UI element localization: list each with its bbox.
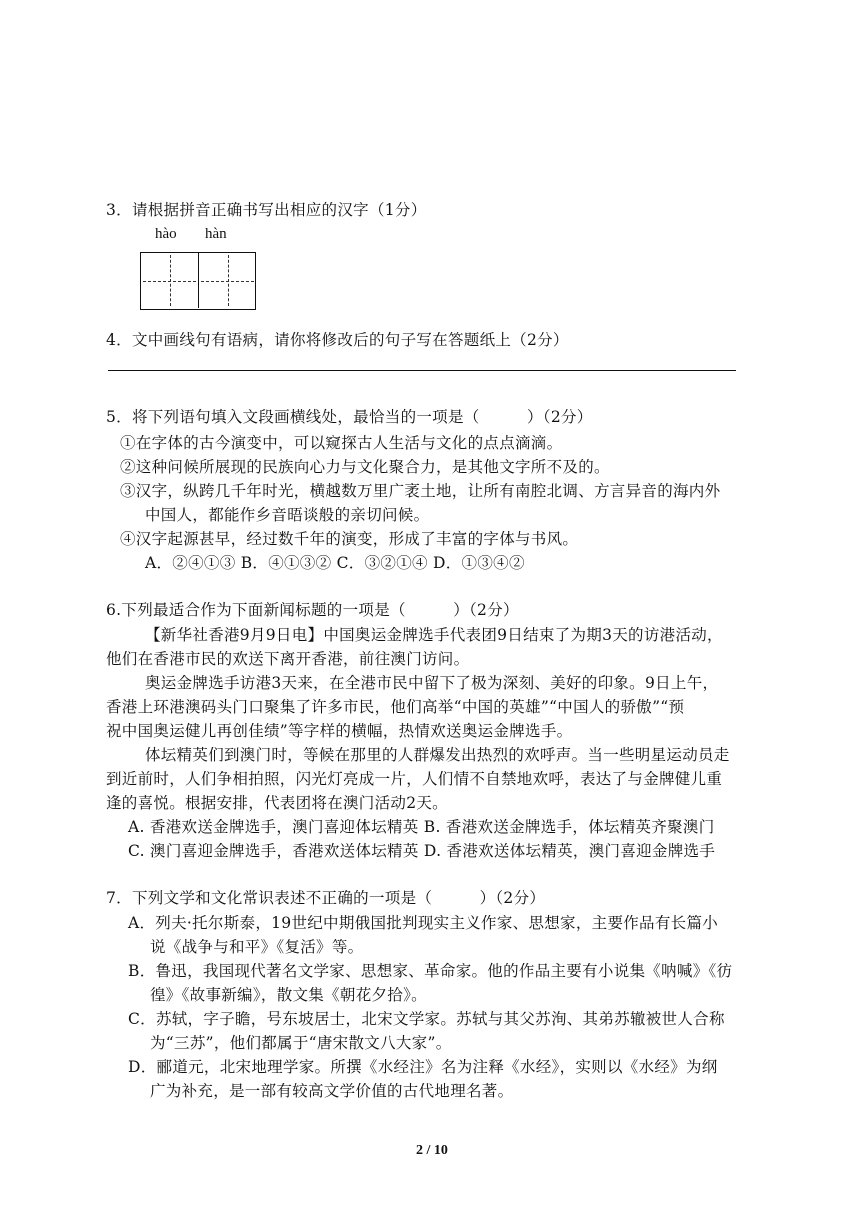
q7-option-d: D．郦道元，北宋地理学家。所撰《水经注》名为注释《水经》，实则以《水经》为纲	[128, 1058, 718, 1076]
q5-options: A．②④①③ B．④①③② C．③②①④ D．①③④②	[145, 554, 525, 572]
q7-option-b: B．鲁迅，我国现代著名文学家、思想家、革命家。他的作品主要有小说集《呐喊》《彷	[128, 962, 733, 980]
q6-para-2-cont: 香港上环港澳码头门口聚集了许多市民，他们高举“中国的英雄”“中国人的骄傲”“预	[106, 698, 685, 716]
q7-option-c-cont: 为“三苏”，他们都属于“唐宋散文八大家”。	[150, 1034, 452, 1052]
q5-item-4: ④汉字起源甚早，经过数千年的演变，形成了丰富的字体与书风。	[120, 530, 579, 548]
q7-option-c: C．苏轼，字子瞻，号东坡居士，北宋文学家。苏轼与其父苏洵、其弟苏辙被世人合称	[128, 1010, 725, 1028]
q6-para-1-cont: 他们在香港市民的欢送下离开香港，前往澳门访问。	[106, 650, 470, 668]
q6-para-2-cont2: 祝中国奥运健儿再创佳绩”等字样的横幅，热情欢送奥运金牌选手。	[106, 722, 573, 740]
q4-stem: 4．文中画线句有语病，请你将修改后的句子写在答题纸上（2分）	[106, 331, 569, 349]
q6-options-ab: A. 香港欢送金牌选手，澳门喜迎体坛精英 B. 香港欢送金牌选手，体坛精英齐聚澳门	[128, 818, 715, 836]
q3-pinyin-2: hàn	[205, 226, 227, 242]
q7-stem: 7．下列文学和文化常识表述不正确的一项是（ ）（2分）	[106, 889, 546, 907]
q5-item-3-cont: 中国人，都能作乡音晤谈般的亲切问候。	[145, 506, 430, 524]
q6-para-3-cont2: 逢的喜悦。根据安排，代表团将在澳门活动2天。	[106, 794, 448, 812]
q6-para-3-cont: 到近前时，人们争相拍照，闪光灯亮成一片，人们情不自禁地欢呼，表达了与金牌健儿重	[106, 770, 723, 788]
writing-grid	[140, 252, 256, 310]
q7-option-a-cont: 说《战争与和平》《复活》等。	[150, 938, 364, 956]
q6-stem: 6.下列最适合作为下面新闻标题的一项是（ ）（2分）	[106, 601, 519, 619]
writing-box-1[interactable]	[141, 253, 199, 308]
writing-box-2[interactable]	[199, 253, 256, 308]
q3-stem: 3．请根据拼音正确书写出相应的汉字（1分）	[106, 201, 427, 219]
answer-line	[108, 370, 736, 371]
q6-options-cd: C. 澳门喜迎金牌选手，香港欢送体坛精英 D. 香港欢送体坛精英，澳门喜迎金牌选手	[128, 842, 716, 860]
page-number: 2 / 10	[416, 1143, 448, 1158]
q5-item-1: ①在字体的古今演变中，可以窥探古人生活与文化的点点滴滴。	[120, 434, 563, 452]
q5-stem: 5．将下列语句填入文段画横线处，最恰当的一项是（ ）（2分）	[106, 408, 593, 426]
q6-para-1: 【新华社香港9月9日电】中国奥运金牌选手代表团9日结束了为期3天的访港活动，	[145, 626, 723, 644]
q5-item-2: ②这种问候所展现的民族向心力与文化聚合力，是其他文字所不及的。	[120, 458, 610, 476]
q7-option-b-cont: 徨》《故事新编》，散文集《朝花夕拾》。	[150, 986, 427, 1004]
q6-para-3: 体坛精英们到澳门时，等候在那里的人群爆发出热烈的欢呼声。当一些明星运动员走	[145, 746, 730, 764]
q3-pinyin-1: hào	[155, 226, 177, 242]
q7-option-a: A．列夫·托尔斯泰，19世纪中期俄国批判现实主义作家、思想家，主要作品有长篇小	[128, 914, 719, 932]
q5-item-3: ③汉字，纵跨几千年时光，横越数万里广袤土地，让所有南腔北调、方言异音的海内外	[120, 482, 721, 500]
q7-option-d-cont: 广为补充，是一部有较高文学价值的古代地理名著。	[150, 1082, 514, 1100]
q6-para-2: 奥运金牌选手访港3天来，在全港市民中留下了极为深刻、美好的印象。9日上午，	[145, 674, 719, 692]
